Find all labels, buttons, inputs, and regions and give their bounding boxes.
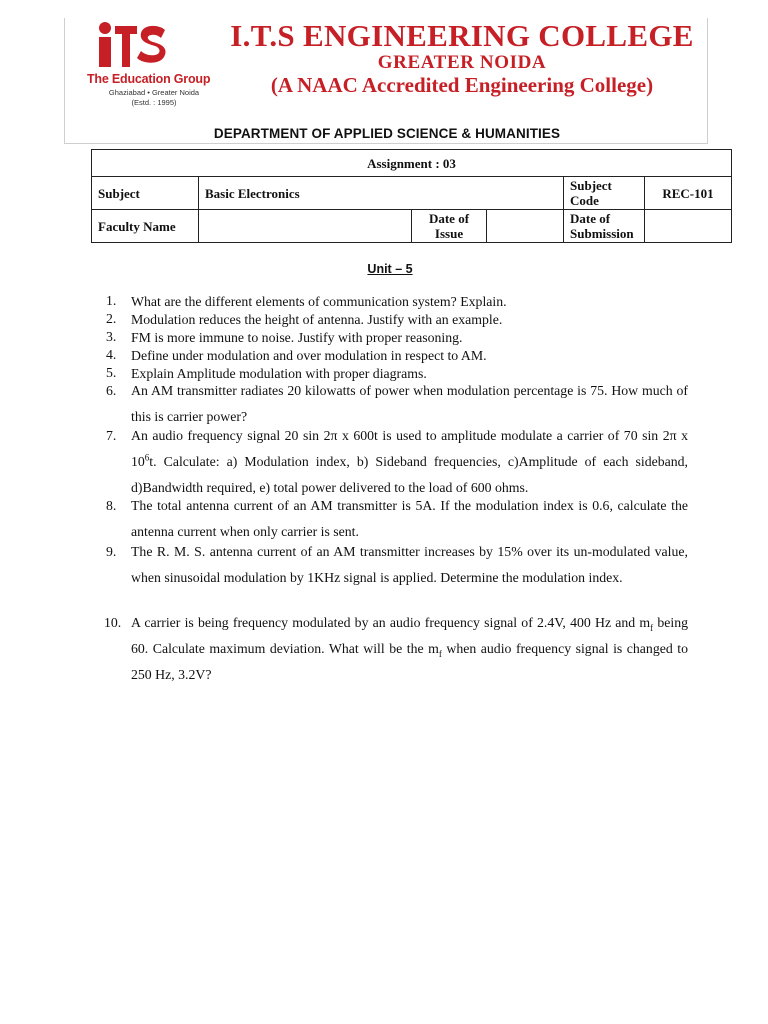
question-text-part: A carrier is being frequency modulated by an audio frequency signal of 2.4V, 400 Hz and m [131, 615, 651, 630]
date-of-submission-value [645, 210, 732, 243]
college-header [64, 18, 708, 144]
question-number: 5. [106, 365, 117, 380]
question-text: An AM transmitter radiates 20 kilowatts of power when modulation percentage is 75. How much of this is carrier power? [131, 383, 688, 424]
question-number: 7. [106, 428, 117, 443]
question-text: Explain Amplitude modulation with proper diagrams. [131, 366, 427, 381]
unit-heading: Unit – 5 [367, 262, 413, 276]
college-logo [87, 20, 227, 130]
question-text-part: being 60. Calculate maximum deviation. What will be the m [131, 615, 688, 656]
question-text [131, 610, 688, 688]
college-city: GREATER NOIDA [377, 52, 547, 73]
question-text: The total antenna current of an AM transmitter is 5A. If the modulation index is 0.6, calculate the antenna current when only carrier is sent. [131, 498, 688, 539]
date-of-issue-value [487, 210, 564, 243]
faculty-value [199, 210, 412, 243]
assignment-title: Assignment : 03 [92, 150, 732, 177]
subscript: f [438, 648, 442, 659]
college-name: I.T.S ENGINEERING COLLEGE [230, 18, 694, 53]
question-text-part: when audio frequency signal is changed to 250 Hz, 3.2V? [131, 641, 688, 682]
assignment-info-table [91, 149, 732, 243]
question-text-part: t. Calculate: a) Modulation index, b) Sideband frequencies, c)Amplitude of each sideband, d)Bandwidth required, e) total power delivered to the load of 600 ohms. [131, 454, 688, 495]
question-number: 2. [106, 311, 117, 326]
question-text: FM is more immune to noise. Justify with proper reasoning. [131, 330, 463, 345]
question-number: 10. [104, 615, 122, 630]
table-row [92, 210, 732, 243]
question-number: 4. [106, 347, 117, 362]
college-accreditation: (A NAAC Accredited Engineering College) [270, 73, 654, 97]
subject-code-value: REC-101 [645, 177, 732, 210]
question-text: Modulation reduces the height of antenna. Justify with an example. [131, 312, 503, 327]
question-number: 9. [106, 544, 117, 559]
subject-value: Basic Electronics [199, 177, 564, 210]
table-row [92, 177, 732, 210]
subject-label: Subject [92, 177, 199, 210]
question-number: 8. [106, 498, 117, 513]
question-number: 6. [106, 383, 117, 398]
logo-established: (Estd. : 1995) [131, 98, 177, 107]
superscript: 6 [144, 452, 150, 463]
department-title: DEPARTMENT OF APPLIED SCIENCE & HUMANITIES [213, 126, 561, 141]
faculty-label: Faculty Name [92, 210, 199, 243]
logo-location: Ghaziabad • Greater Noida [108, 88, 200, 97]
question-number: 3. [106, 329, 117, 344]
question-text-part: An audio frequency signal 20 sin 2π x 600t is used to amplitude modulate a carrier of 70 sin 2π x 10 [131, 428, 688, 469]
question-number: 1. [106, 293, 117, 308]
table-row [92, 150, 732, 177]
subscript: f [650, 622, 654, 633]
subject-code-label: Subject Code [564, 177, 645, 210]
date-of-issue-label: Date of Issue [412, 210, 487, 243]
question-text: Define under modulation and over modulation in respect to AM. [131, 348, 487, 363]
question-text: The R. M. S. antenna current of an AM transmitter increases by 15% over its un-modulated value, when sinusoidal modulation by 1KHz signal is applied. Determine the modulation index. [131, 544, 688, 585]
date-of-submission-label: Date of Submission [564, 210, 645, 243]
question-text [131, 423, 688, 501]
question-text: What are the different elements of communication system? Explain. [131, 294, 507, 309]
logo-group-name: The Education Group [87, 72, 211, 86]
its-logo-icon [95, 20, 171, 72]
